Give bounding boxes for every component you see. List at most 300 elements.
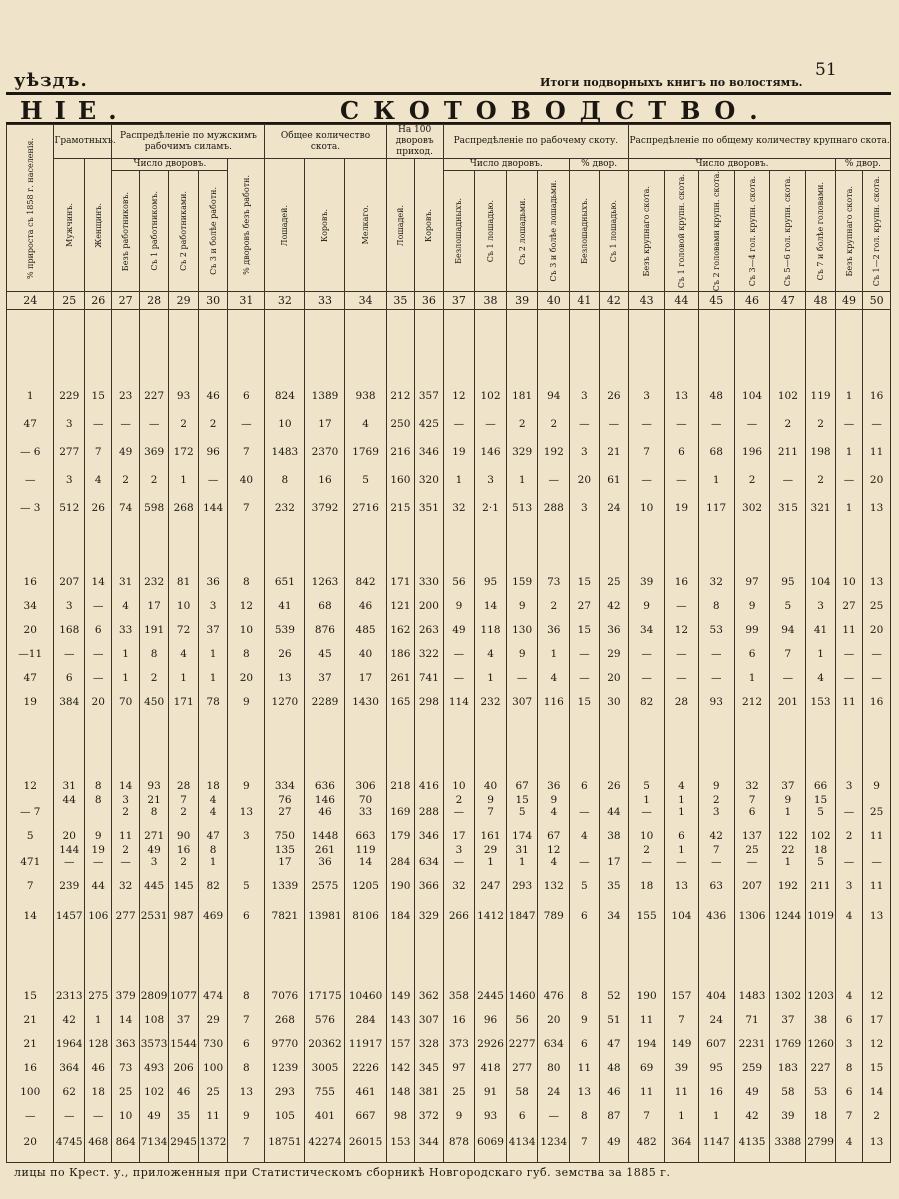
table-row (7, 1108, 891, 1124)
horses-header: Лошадей. (265, 159, 305, 292)
table-cell: 1 (169, 472, 199, 488)
table-cell: 53 (806, 1084, 836, 1100)
table-cell: 71 (734, 1012, 770, 1028)
table-cell: 2289 (305, 694, 345, 710)
table-cell: 8 (85, 794, 112, 806)
table-cell: 13 (665, 878, 699, 894)
row-spacer (7, 1124, 891, 1134)
table-cell: 47 (7, 670, 54, 686)
table-cell: 345 (415, 1060, 443, 1076)
table-cell: 4134 (506, 1134, 538, 1150)
table-cell: 10460 (345, 988, 386, 1004)
table-cell: 1769 (770, 1036, 806, 1052)
row-spacer (7, 404, 891, 416)
table-cell: 302 (734, 500, 770, 516)
table-cell: 142 (386, 1060, 414, 1076)
table-cell: 8 (265, 472, 305, 488)
table-cell: 3 (139, 856, 169, 868)
table-cell: 12 (443, 388, 475, 404)
table-cell: 62 (54, 1084, 85, 1100)
table-cell: 13981 (305, 908, 345, 924)
table-cell: 842 (345, 574, 386, 590)
table-cell: 73 (112, 1060, 139, 1076)
table-cell: 1430 (345, 694, 386, 710)
table-cell: 49 (112, 444, 139, 460)
table-cell: 171 (169, 694, 199, 710)
table-cell: 18 (806, 844, 836, 856)
table-cell: 2926 (475, 1036, 507, 1052)
table-cell: 2945 (170, 1136, 197, 1149)
table-cell: 20 (54, 828, 85, 844)
table-cell: 13 (228, 1084, 265, 1100)
table-cell: — (85, 670, 112, 686)
table-cell: 25 (112, 1084, 139, 1100)
table-cell: 215 (386, 500, 414, 516)
pct-no-horse-header: Безлошадныхъ. (570, 171, 600, 292)
table-cell: 5 (570, 878, 600, 894)
table-cell: 6 (85, 622, 112, 638)
table-cell: 15 (85, 388, 112, 404)
table-cell: 69 (629, 1060, 665, 1076)
table-cell: 42 (54, 1012, 85, 1028)
table-cell: 211 (806, 878, 836, 894)
table-cell: 1412 (475, 908, 507, 924)
table-cell: 49 (599, 1134, 629, 1150)
table-cell: 14 (345, 856, 386, 868)
table-cell: 4 (835, 1134, 862, 1150)
table-cell: 1457 (55, 910, 83, 923)
table-cell: 7 (835, 1108, 862, 1124)
column-number: 32 (265, 292, 305, 310)
table-cell: 27 (570, 598, 600, 614)
table-row (7, 1084, 891, 1100)
table-cell: 4 (538, 670, 570, 686)
table-cell: 13 (570, 1084, 600, 1100)
table-cell: 186 (386, 646, 414, 662)
header-row-leaf (7, 171, 891, 292)
table-cell: 212 (386, 388, 414, 404)
table-cell: 20 (7, 622, 54, 638)
table-cell: 3 (835, 878, 862, 894)
large-7-header: Съ 7 и болѣе головами. (806, 171, 836, 292)
row-spacer (7, 590, 891, 598)
table-cell: 16 (305, 472, 345, 488)
table-cell: — (835, 646, 862, 662)
table-cell: 636 (305, 778, 345, 794)
table-end (7, 1150, 891, 1163)
table-cell: 191 (139, 622, 169, 638)
table-cell: 174 (506, 828, 538, 844)
table-cell: 1 (85, 1012, 112, 1028)
table-cell: 7 (85, 444, 112, 460)
table-cell: 1 (835, 388, 862, 404)
table-cell: — (665, 646, 699, 662)
table-row (7, 878, 891, 894)
table-row (7, 908, 891, 924)
table-cell: 212 (734, 694, 770, 710)
column-number: 28 (139, 292, 169, 310)
table-cell: 362 (415, 988, 443, 1004)
table-cell: 14 (112, 778, 139, 794)
table-row (7, 1060, 891, 1076)
table-row (7, 388, 891, 404)
table-cell: 401 (305, 1108, 345, 1124)
table-cell: — (734, 856, 770, 868)
table-cell: 2 (806, 472, 836, 488)
table-cell: 11 (112, 828, 139, 844)
table-cell: 2 (139, 472, 169, 488)
table-cell: 2 (770, 416, 806, 432)
table-cell: 155 (629, 908, 665, 924)
table-cell: 35 (169, 1108, 199, 1124)
table-cell: 4 (198, 794, 228, 806)
statistics-table (6, 124, 891, 1163)
table-cell: 1 (198, 646, 228, 662)
table-cell: 261 (305, 844, 345, 856)
column-number: 49 (835, 292, 862, 310)
table-cell: — (835, 416, 862, 432)
column-number: 34 (345, 292, 386, 310)
table-cell: 104 (665, 908, 699, 924)
table-cell: 32 (443, 878, 475, 894)
table-cell: 4 (538, 806, 570, 818)
cows100-header: Коровъ. (415, 159, 443, 292)
table-cell: 1147 (698, 1134, 734, 1150)
table-cell: 20362 (305, 1036, 345, 1052)
one-worker-header: Съ 1 работникомъ. (139, 171, 169, 292)
table-cell: 146 (475, 444, 507, 460)
table-cell: 493 (139, 1060, 169, 1076)
table-cell: 2·1 (475, 500, 507, 516)
table-cell: 67 (538, 828, 570, 844)
table-cell: 3 (570, 388, 600, 404)
table-cell: 2 (198, 416, 228, 432)
row-spacer (7, 1100, 891, 1108)
table-cell: 17 (305, 416, 345, 432)
table-cell: 1 (198, 856, 228, 868)
table-cell: 2 (734, 472, 770, 488)
table-row (7, 828, 891, 844)
column-number: 46 (734, 292, 770, 310)
table-cell: 13 (863, 500, 891, 516)
table-cell: 137 (734, 828, 770, 844)
table-cell: 6 (734, 646, 770, 662)
header-row-sub (7, 159, 891, 171)
table-cell: 56 (443, 574, 475, 590)
table-cell: 315 (770, 500, 806, 516)
table-cell: 20 (228, 670, 265, 686)
row-spacer (7, 868, 891, 878)
row-spacer (7, 638, 891, 646)
table-cell: 513 (506, 500, 538, 516)
table-cell: 10 (629, 828, 665, 844)
table-cell: 143 (386, 1012, 414, 1028)
table-cell: — (835, 856, 862, 868)
table-cell: 2 (112, 806, 139, 818)
three-workers-header: Съ 3 и болѣе работн. (198, 171, 228, 292)
table-cell: 13 (863, 908, 891, 924)
literacy-header: Грамотныхъ. (54, 125, 112, 159)
table-cell: 15 (570, 622, 600, 638)
table-cell: — (7, 472, 54, 488)
workforce-header: Распредѣленіе по мужскимъ рабочимъ силамъ. (112, 125, 265, 159)
table-cell: 40 (345, 646, 386, 662)
table-cell: — 3 (7, 500, 54, 516)
two-horses-header: Съ 2 лошадьми. (506, 171, 538, 292)
table-cell: 5 (629, 778, 665, 794)
table-cell: 14 (475, 598, 507, 614)
table-cell: 7076 (265, 988, 305, 1004)
row-spacer (7, 894, 891, 908)
table-cell: 2 (169, 416, 199, 432)
table-cell: — (629, 806, 665, 818)
table-cell: 416 (415, 778, 443, 794)
table-cell: 2231 (734, 1036, 770, 1052)
row-spacer (7, 818, 891, 828)
table-cell: 381 (415, 1084, 443, 1100)
table-cell: 207 (54, 574, 85, 590)
table-cell: 11 (863, 878, 891, 894)
table-cell: 32 (734, 778, 770, 794)
working-pct-header: % двор. (570, 159, 629, 171)
table-cell: 3 (443, 844, 475, 856)
table-cell: 1 (770, 806, 806, 818)
table-cell: — (85, 416, 112, 432)
table-cell: 1 (665, 806, 699, 818)
table-cell: 104 (734, 388, 770, 404)
table-cell: 373 (443, 1036, 475, 1052)
table-cell: 37 (198, 622, 228, 638)
table-cell: 19 (665, 500, 699, 516)
table-cell: 16 (698, 1084, 734, 1100)
table-cell: 7 (228, 1134, 265, 1150)
table-cell: 105 (265, 1108, 305, 1124)
table-cell: 121 (386, 598, 414, 614)
table-cell: 8 (698, 598, 734, 614)
table-cell: — (85, 646, 112, 662)
table-cell: 2 (538, 598, 570, 614)
table-cell: 938 (345, 388, 386, 404)
table-cell: 32 (112, 878, 139, 894)
table-cell: 1 (475, 856, 507, 868)
table-cell: 1306 (734, 908, 770, 924)
working-cattle-header: Распредѣленіе по рабочему скоту. (443, 125, 629, 159)
table-cell: 293 (506, 878, 538, 894)
column-number: 41 (570, 292, 600, 310)
table-cell: 61 (599, 472, 629, 488)
table-cell: 19 (7, 694, 54, 710)
column-number: 29 (169, 292, 199, 310)
table-cell: 200 (415, 598, 443, 614)
table-cell: 51 (599, 1012, 629, 1028)
table-cell: 1 (665, 844, 699, 856)
table-cell: 364 (665, 1134, 699, 1150)
table-cell: 168 (54, 622, 85, 638)
table-cell: 4 (112, 598, 139, 614)
table-cell: 44 (54, 794, 85, 806)
table-cell: — (665, 670, 699, 686)
table-cell: 750 (265, 828, 305, 844)
table-cell: — (570, 806, 600, 818)
table-cell: 474 (198, 988, 228, 1004)
table-cell: 132 (538, 878, 570, 894)
table-cell: 24 (538, 1084, 570, 1100)
table-cell: 5 (806, 856, 836, 868)
row-spacer (7, 1028, 891, 1036)
table-cell: 16 (443, 1012, 475, 1028)
table-cell: 26 (599, 388, 629, 404)
table-cell: 864 (112, 1134, 139, 1150)
table-cell: 206 (169, 1060, 199, 1076)
table-cell: 268 (169, 500, 199, 516)
row-spacer (7, 924, 891, 988)
table-cell: 5 (7, 828, 54, 844)
pct-no-workers-header: % дворовъ безъ работн. (228, 159, 265, 292)
table-cell: — (112, 856, 139, 868)
table-cell: 102 (139, 1084, 169, 1100)
table-cell: — (7, 1108, 54, 1124)
table-cell: 4 (538, 856, 570, 868)
table-cell: 44 (85, 878, 112, 894)
table-cell: 36 (599, 622, 629, 638)
table-cell: 9 (506, 646, 538, 662)
table-cell (7, 794, 54, 806)
table-cell: 46 (599, 1084, 629, 1100)
table-cell: 97 (734, 574, 770, 590)
table-cell: 8 (198, 844, 228, 856)
table-cell: — (538, 472, 570, 488)
table-cell: 4 (169, 646, 199, 662)
table-cell: 37 (305, 670, 345, 686)
table-cell: 436 (698, 908, 734, 924)
table-cell: 67 (506, 778, 538, 794)
table-cell: 181 (506, 388, 538, 404)
table-cell (570, 844, 600, 856)
table-cell: 24 (599, 500, 629, 516)
no-horse-header: Безлошадныхъ. (443, 171, 475, 292)
table-cell: 1372 (199, 1136, 227, 1149)
table-cell: 667 (345, 1108, 386, 1124)
table-cell: 12 (863, 988, 891, 1004)
three-horses-header: Съ 3 и болѣе лошадьми. (538, 171, 570, 292)
table-cell: 12 (863, 1036, 891, 1052)
table-cell: 232 (139, 574, 169, 590)
table-cell: 76 (265, 794, 305, 806)
table-cell: — (198, 472, 228, 488)
table-cell (228, 794, 265, 806)
table-cell: 2 (698, 794, 734, 806)
table-cell: 94 (538, 388, 570, 404)
table-cell: 14 (85, 574, 112, 590)
table-cell: 404 (698, 988, 734, 1004)
table-cell: 3388 (770, 1134, 806, 1150)
table-cell: 4 (665, 778, 699, 794)
table-cell: 485 (345, 622, 386, 638)
table-cell: — (538, 1108, 570, 1124)
table-cell: 539 (265, 622, 305, 638)
table-cell: 651 (265, 574, 305, 590)
table-cell: 8 (228, 646, 265, 662)
total-cattle-header: Общее количество скота. (265, 125, 386, 159)
table-cell: 9 (443, 1108, 475, 1124)
table-cell: 148 (386, 1084, 414, 1100)
one-horse-header: Съ 1 лошадью. (475, 171, 507, 292)
table-cell: 165 (386, 694, 414, 710)
table-cell: 372 (415, 1108, 443, 1124)
row-spacer (7, 460, 891, 472)
table-cell: 25 (599, 574, 629, 590)
table-cell: 1019 (807, 910, 834, 923)
table-cell: 7 (475, 806, 507, 818)
row-spacer (7, 1004, 891, 1012)
table-cell: 9770 (265, 1036, 305, 1052)
table-cell: 1239 (265, 1060, 305, 1076)
table-cell: 44 (599, 806, 629, 818)
section-title-livestock: СКОТОВОДСТВО. (340, 96, 772, 125)
header-rule (6, 92, 891, 95)
table-cell: 3 (54, 416, 85, 432)
table-cell: 31 (54, 778, 85, 794)
column-number: 30 (198, 292, 228, 310)
table-cell (7, 844, 54, 856)
table-cell: 93 (475, 1108, 507, 1124)
table-cell: — (629, 416, 665, 432)
large-1-header: Съ 1 головой крупн. скота. (665, 171, 699, 292)
table-cell: — (770, 472, 806, 488)
table-cell: 1 (538, 646, 570, 662)
table-cell: 41 (265, 598, 305, 614)
table-cell: — (570, 416, 600, 432)
table-cell: 17 (139, 598, 169, 614)
row-spacer (7, 662, 891, 670)
table-cell: 418 (475, 1060, 507, 1076)
table-cell: 26 (599, 778, 629, 794)
table-cell: 384 (54, 694, 85, 710)
table-cell: 172 (169, 444, 199, 460)
table-cell: 7 (770, 646, 806, 662)
table-cell: 1 (629, 794, 665, 806)
table-cell: 144 (54, 844, 85, 856)
table-cell: 216 (386, 444, 414, 460)
table-cell: 8 (228, 574, 265, 590)
table-cell: 8 (570, 988, 600, 1004)
column-number-row (7, 292, 891, 310)
table-cell: 40 (475, 778, 507, 794)
table-cell: 5 (345, 472, 386, 488)
table-cell: 25 (198, 1084, 228, 1100)
table-cell: 5 (770, 598, 806, 614)
table-cell: 2809 (140, 990, 168, 1003)
table-cell: 1 (506, 472, 538, 488)
table-cell: 4135 (734, 1134, 770, 1150)
table-cell: 29 (475, 844, 507, 856)
table-cell: 25 (734, 844, 770, 856)
per100-header: На 100 дворовъ приход. (386, 125, 443, 159)
table-cell: 16 (169, 844, 199, 856)
table-cell: 25 (443, 1084, 475, 1100)
table-cell: 14 (7, 908, 54, 924)
table-cell: — (665, 416, 699, 432)
table-row (7, 856, 891, 868)
table-cell: 33 (112, 622, 139, 638)
table-cell: 18 (85, 1084, 112, 1100)
small-cattle-header: Мелкаго. (345, 159, 386, 292)
table-title: Итоги подворныхъ книгъ по волостямъ. (540, 76, 803, 89)
table-cell: 49 (443, 622, 475, 638)
table-cell: 146 (305, 794, 345, 806)
table-cell: 10 (443, 778, 475, 794)
table-cell: 118 (475, 622, 507, 638)
